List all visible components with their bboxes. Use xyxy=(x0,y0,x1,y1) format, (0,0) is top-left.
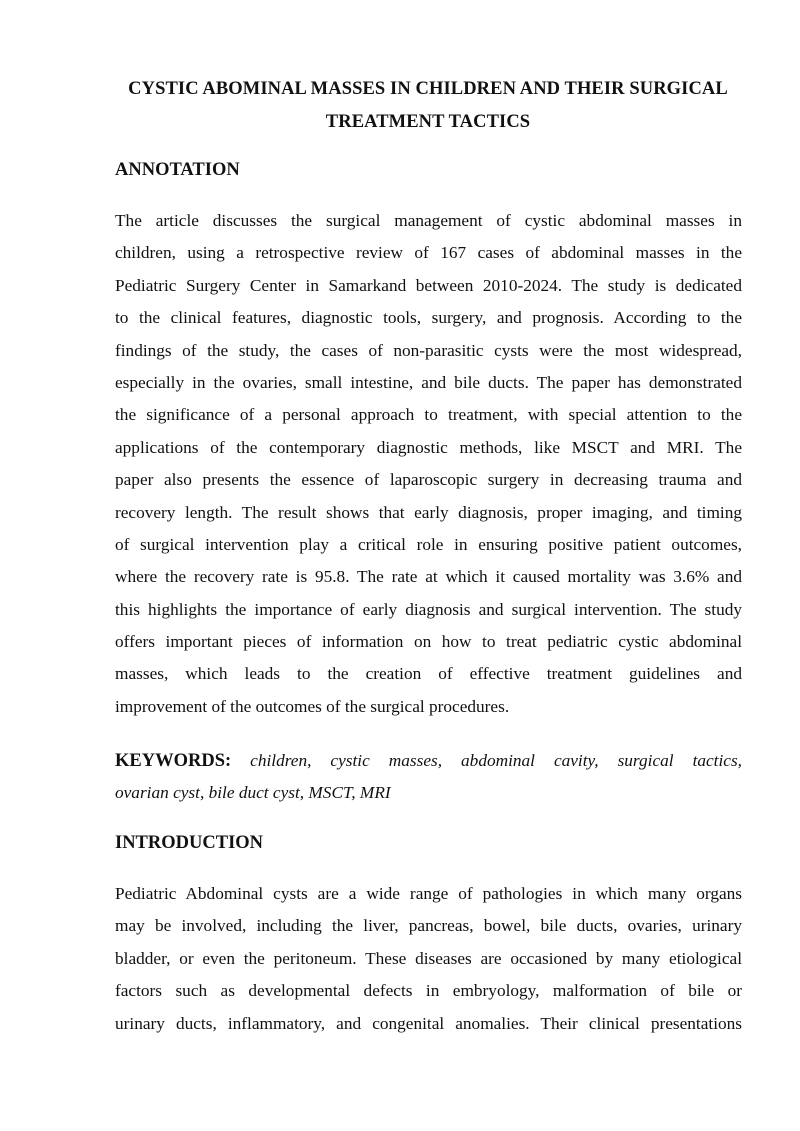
annotation-line: offers important pieces of information on how to treat pediatric cystic abdominal xyxy=(115,632,742,652)
annotation-line: masses, which leads to the creation of effective treatment guidelines and xyxy=(115,664,742,684)
title-line-1: CYSTIC ABOMINAL MASSES IN CHILDREN AND THEIR SURGICAL xyxy=(128,79,728,99)
annotation-line: the significance of a personal approach to treatment, with special attention to the xyxy=(115,405,742,425)
introduction-paragraph xyxy=(115,878,742,1040)
annotation-line: Pediatric Surgery Center in Samarkand between 2010-2024. The study is dedicated xyxy=(115,275,742,295)
annotation-line: The article discusses the surgical management of cystic abdominal masses in xyxy=(115,211,742,230)
paper-title xyxy=(100,73,756,138)
annotation-heading: ANNOTATION xyxy=(115,160,240,180)
annotation-line: improvement of the outcomes of the surgical procedures. xyxy=(115,696,510,716)
annotation-line: findings of the study, the cases of non-parasitic cysts were the most widespread, xyxy=(115,340,742,360)
keywords-text: children, cystic masses, abdominal cavity, surgical tactics, xyxy=(250,751,742,770)
annotation-line: of surgical intervention play a critical role in ensuring positive patient outcomes, xyxy=(115,534,742,554)
keywords-label: KEYWORDS: xyxy=(115,751,232,771)
introduction-line: Pediatric Abdominal cysts are a wide range of pathologies in which many organs xyxy=(115,884,742,903)
annotation-paragraph xyxy=(115,205,742,723)
introduction-heading: INTRODUCTION xyxy=(115,833,264,853)
annotation-line: paper also presents the essence of laparoscopic surgery in decreasing trauma and xyxy=(115,470,742,490)
keywords-line-1 xyxy=(115,745,742,777)
introduction-line: may be involved, including the liver, pancreas, bowel, bile ducts, ovaries, urinary xyxy=(115,916,742,936)
annotation-line: children, using a retrospective review of 167 cases of abdominal masses in the xyxy=(115,243,742,263)
title-line-2: TREATMENT TACTICS xyxy=(325,111,531,132)
annotation-line: to the clinical features, diagnostic tools, surgery, and prognosis. According to the xyxy=(115,308,742,328)
keywords-line-2: ovarian cyst, bile duct cyst, MSCT, MRI xyxy=(115,783,391,803)
introduction-line: bladder, or even the peritoneum. These diseases are occasioned by many etiological xyxy=(115,948,742,968)
annotation-line: applications of the contemporary diagnostic methods, like MSCT and MRI. The xyxy=(115,437,742,457)
introduction-line: factors such as developmental defects in embryology, malformation of bile or xyxy=(115,981,742,1001)
introduction-line: urinary ducts, inflammatory, and congenital anomalies. Their clinical presentations xyxy=(115,1013,742,1033)
keywords-block xyxy=(115,745,742,810)
annotation-line: especially in the ovaries, small intestine, and bile ducts. The paper has demonstrated xyxy=(115,372,742,392)
annotation-line: recovery length. The result shows that early diagnosis, proper imaging, and timing xyxy=(115,502,742,522)
annotation-line: this highlights the importance of early diagnosis and surgical intervention. The study xyxy=(115,599,742,619)
annotation-line: where the recovery rate is 95.8. The rate at which it caused mortality was 3.6% and xyxy=(115,567,742,587)
